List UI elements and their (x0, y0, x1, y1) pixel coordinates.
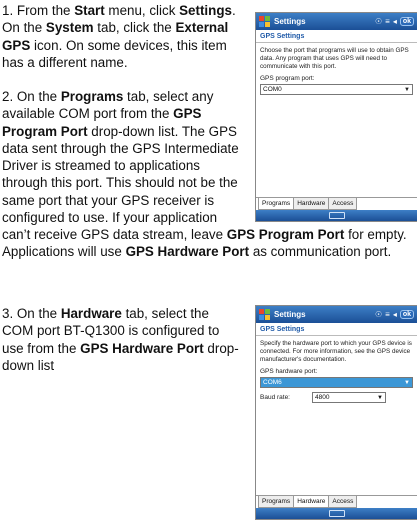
system-term: System (45, 20, 94, 36)
step2-text-part: tab, select any available COM port from the (2, 89, 214, 122)
step2-text-part: for empty. Applications will use (2, 227, 407, 260)
tab-hardware[interactable]: Hardware (293, 496, 329, 508)
gps-settings-heading: GPS Settings (256, 30, 417, 43)
tab-bar (256, 495, 417, 508)
hardware-port-select[interactable] (260, 377, 413, 388)
gps-hardware-port-term: GPS Hardware Port (125, 244, 250, 260)
window-title: Settings (274, 310, 306, 319)
program-port-select[interactable] (260, 84, 413, 95)
step1-text-part: . On the (2, 3, 236, 36)
hardware-port-value: COM6 (263, 379, 282, 386)
screenshot-programs-tab (255, 12, 417, 222)
step1-text (2, 2, 242, 71)
description-text: Choose the port that programs will use to obtain GPS data. Any program that uses GPS will need to communicate with this port. (260, 47, 409, 70)
baud-rate-value: 4800 (315, 394, 330, 401)
status-icons (375, 17, 414, 26)
volume-icon[interactable]: ◂ (392, 17, 397, 26)
program-port-value: COM0 (263, 86, 282, 93)
windows-logo-icon[interactable] (259, 309, 270, 320)
ok-button[interactable]: ok (400, 310, 414, 319)
settings-term: Settings (179, 3, 232, 18)
step2-text-part: as communication port. (249, 244, 392, 260)
description-text: Specify the hardware port to which your GPS device is connected. For more information, see the GPS device manufacturer's documentation. (260, 340, 412, 363)
step1-text-part: tab, click the (93, 20, 176, 36)
dropdown-arrow-icon: ▼ (377, 394, 383, 401)
hardware-port-label: GPS hardware port: (260, 368, 318, 375)
dropdown-arrow-icon: ▼ (404, 86, 410, 93)
step3-text-part: tab, select the COM port BT-Q1300 is configured to use from the (2, 306, 220, 356)
step3-text-part: 3. On the (2, 306, 61, 321)
connectivity-icon[interactable]: ☉ (374, 17, 383, 26)
gps-settings-heading: GPS Settings (256, 323, 417, 336)
window-title: Settings (274, 17, 306, 26)
program-port-label: GPS program port: (260, 75, 315, 82)
gps-program-port-term: GPS Program Port (226, 227, 345, 242)
ok-button[interactable]: ok (400, 17, 414, 26)
signal-icon[interactable]: ≡ (385, 17, 390, 26)
programs-term: Programs (60, 89, 124, 104)
start-term: Start (74, 3, 105, 18)
step2-text-part: can’t receive GPS data stream, leave (2, 227, 227, 242)
step2-text-part: drop-down list. The GPS data sent through the GPS Intermediate Driver is streamed to applications through this port. This should not be the same port that your GPS receiver is configured to use. If your application (2, 123, 239, 226)
tab-programs[interactable]: Programs (258, 198, 294, 210)
signal-icon[interactable]: ≡ (385, 310, 390, 319)
baud-rate-label: Baud rate: (260, 394, 290, 401)
step2-text-continued (2, 226, 412, 261)
title-bar (256, 306, 417, 323)
step1-text-part: icon. On some devices, this item has a different name. (2, 37, 227, 70)
soft-key-bar (256, 508, 417, 519)
hardware-term: Hardware (60, 306, 122, 321)
tab-access[interactable]: Access (328, 198, 357, 210)
connectivity-icon[interactable]: ☉ (374, 310, 383, 319)
status-icons (375, 310, 414, 319)
soft-key-bar (256, 210, 417, 221)
step3-text-part: drop-down list (2, 340, 239, 373)
step1-text-part: 1. From the (2, 3, 75, 18)
tab-hardware[interactable]: Hardware (293, 198, 329, 210)
gps-hardware-port-term: GPS Hardware Port (80, 340, 204, 356)
dropdown-arrow-icon: ▼ (404, 379, 410, 386)
keyboard-icon[interactable] (329, 510, 345, 517)
windows-logo-icon[interactable] (259, 16, 270, 27)
external-gps-term: External GPS (2, 20, 229, 53)
tab-bar (256, 197, 417, 210)
keyboard-icon[interactable] (329, 212, 345, 219)
title-bar (256, 13, 417, 30)
tab-access[interactable]: Access (328, 496, 357, 508)
baud-rate-row (256, 390, 417, 405)
gps-program-port-term: GPS Program Port (2, 106, 202, 139)
tab-programs[interactable]: Programs (258, 496, 294, 508)
volume-icon[interactable]: ◂ (392, 310, 397, 319)
baud-rate-select[interactable] (312, 392, 386, 403)
step3-text (2, 305, 242, 374)
step1-text-part: menu, click (104, 3, 180, 18)
step2-text-part: 2. On the (2, 89, 61, 104)
screenshot-hardware-tab (255, 305, 417, 520)
step2-text (2, 88, 242, 226)
